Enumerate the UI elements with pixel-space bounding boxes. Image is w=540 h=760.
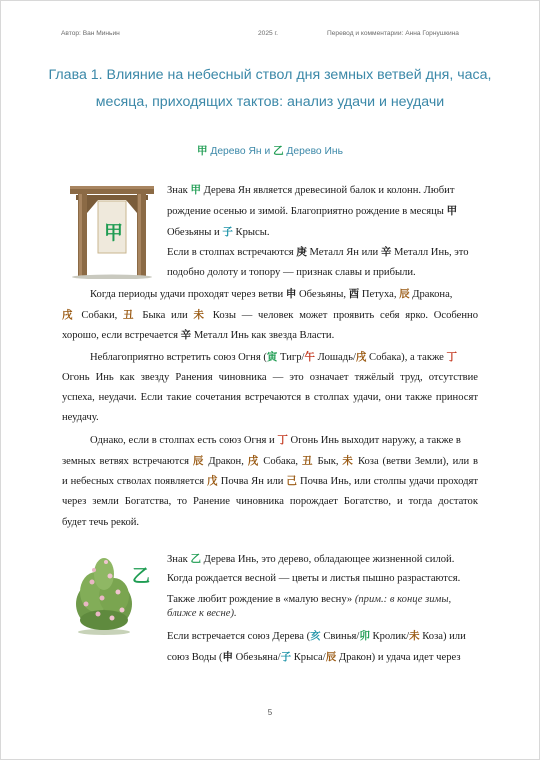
subtitle-char-jia: 甲 <box>197 145 208 157</box>
text-line: успеха, неудачи. Если такие сочетания встречаются в столпах удачи, они также приносят <box>62 392 478 403</box>
text-line: Когда периоды удачи проходят через ветви 申 Обезьяны, 酉 Петуха, 辰 Дракона, <box>90 288 453 300</box>
subtitle-text-1: Дерево Ян и <box>207 146 274 157</box>
header-author: Автор: Ван Миньин <box>61 30 120 37</box>
text-line: через земли Богатства, то Ранение чиновника порождает Богатство, и тогда достаток <box>62 496 478 507</box>
text-line: подобно долоту и топору — признак славы и прибыли. <box>167 267 416 278</box>
text-line: Неблагоприятно встретить союз Огня (寅 Тигр/午 Лошадь/戌 Собака), а также 丁 <box>90 351 457 363</box>
text-line: Знак 甲 Дерева Ян является древесиной балок и колонн. Любит <box>167 184 455 196</box>
subtitle-text-2: Дерево Инь <box>283 146 343 157</box>
text-line: Знак 乙 Дерева Инь, это дерево, обладающее жизненной силой. <box>167 553 455 565</box>
chapter-title <box>40 62 500 116</box>
text-line: Если в столпах встречаются 庚 Металл Ян или 辛 Металл Инь, это <box>167 246 469 258</box>
text-line: Обезьяны и 子 Крысы. <box>167 226 270 238</box>
header-translator: Перевод и комментарии: Анна Горнушкина <box>327 30 459 37</box>
text-line: Однако, если в столпах есть союз Огня и 丁 Огонь Инь выходит наружу, а также в <box>90 434 461 446</box>
bush-char: 乙 <box>132 566 150 587</box>
text-line: Огонь Инь как звезду Ранения чиновника — это означает тяжёлый труд, отсутствие <box>62 372 478 383</box>
chapter-title-line-1: Глава 1. Влияние на небесный ствол дня земных ветвей дня, часа, <box>48 67 492 83</box>
gate-char: 甲 <box>104 222 124 244</box>
text-line: ближе к весне). <box>167 608 237 619</box>
text-line: рождение осенью и зимой. Благоприятно рождение в месяцы 甲 <box>167 205 458 217</box>
text-line: неудачу. <box>62 412 99 423</box>
text-line: Если встречается союз Дерева (亥 Свинья/卯 Кролик/未 Коза) или <box>167 630 466 642</box>
text-line: и небесных стволах появляется 戊 Почва Ян или 己 Почва Инь, или столпы удачи проходят <box>62 475 479 487</box>
chapter-title-line-2: месяца, приходящих тактов: анализ удачи и неудачи <box>95 94 445 110</box>
text-line: хорошо, если встречается 辛 Металл Инь как звезда Власти. <box>62 329 335 341</box>
text-line: земных ветвях встречаются 辰 Дракон, 戌 Собака, 丑 Бык, 未 Коза (ветви Земли), или в <box>62 455 479 467</box>
text-line: Когда рождается весной — цветы и листья пышно разрастаются. <box>167 573 461 584</box>
text-line: 戌 Собаки, 丑 Быка или 未 Козы — человек может проявить себя ярко. Особенно <box>62 309 479 321</box>
text-line: Также любит рождение в «малую весну» (прим.: в конце зимы, <box>167 594 452 605</box>
header-year: 2025 г. <box>258 30 278 37</box>
flowering-bush-illustration <box>72 552 136 636</box>
section-subtitle <box>0 143 540 158</box>
subtitle-char-yi: 乙 <box>273 145 284 157</box>
text-line: союз Воды (申 Обезьяна/子 Крыса/辰 Дракон) и удача идет через <box>167 651 461 663</box>
text-line: будет течь рекой. <box>62 517 140 528</box>
page-number: 5 <box>267 708 273 717</box>
